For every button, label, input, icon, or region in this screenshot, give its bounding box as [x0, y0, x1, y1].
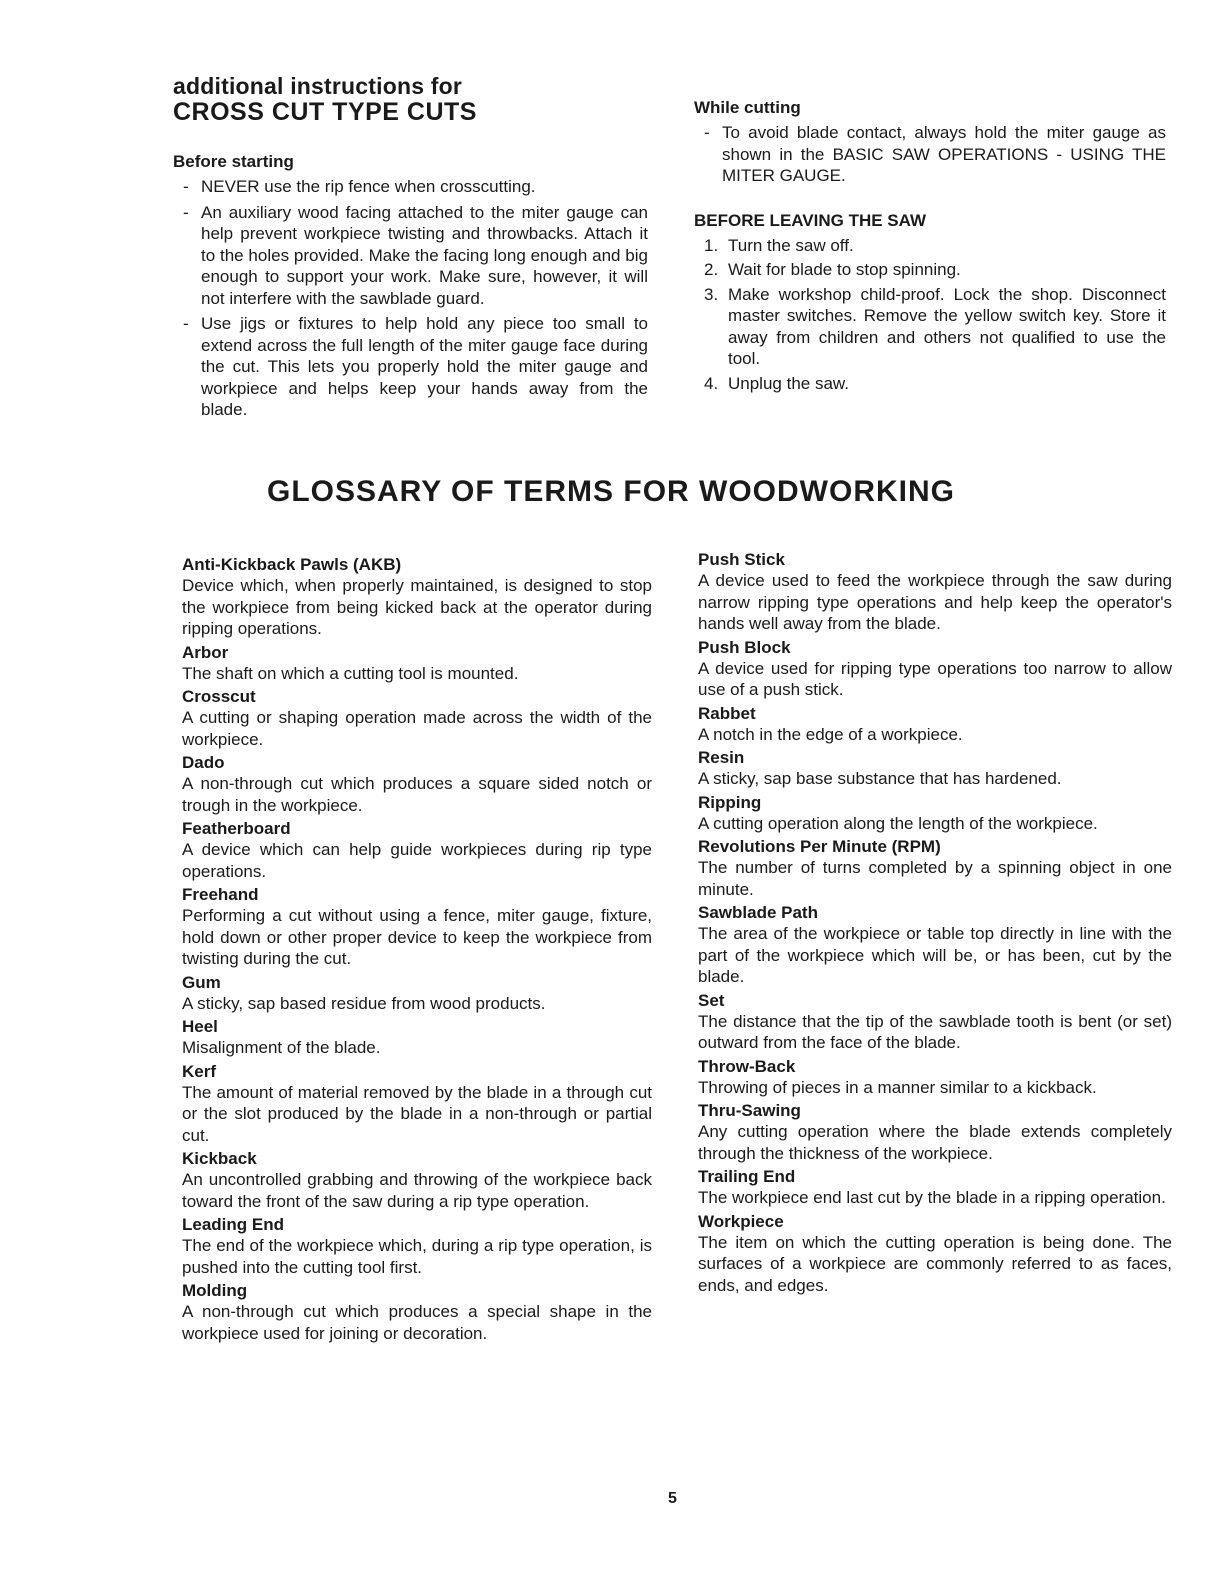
list-item: - An auxiliary wood facing attached to the miter gauge can help prevent workpiece twisting and throwbacks. Attach it to the holes provided. Make the facing long enough and big enough to support your work. Make sure, however, it will not interfere with the sawblade guard.: [173, 202, 648, 310]
list-item: - Use jigs or fixtures to help hold any piece too small to extend across the full length of the miter gauge face during the cut. This lets you properly hold the miter gauge and workpiece and helps keep your hands away from the blade.: [173, 313, 648, 421]
glossary-term: [182, 1017, 652, 1059]
before-starting-heading: Before starting: [173, 152, 294, 171]
term-name: Throw-Back: [698, 1056, 796, 1076]
list-item: 2. Wait for blade to stop spinning.: [704, 260, 961, 279]
before-starting-list: [173, 176, 648, 421]
term-name: Ripping: [698, 792, 762, 812]
glossary-term: [698, 793, 1172, 835]
term-definition: An uncontrolled grabbing and throwing of the workpiece back toward the front of the saw during a rip type operation.: [182, 1170, 652, 1211]
term-name: Gum: [182, 972, 221, 992]
term-name: Leading End: [182, 1215, 284, 1234]
list-item: 4. Unplug the saw.: [704, 373, 849, 393]
glossary-term: [698, 1167, 1172, 1209]
term-name: Workpiece: [698, 1211, 784, 1231]
before-leaving-steps: [694, 235, 1166, 395]
glossary-term: [698, 1101, 1172, 1164]
term-name: Molding: [182, 1281, 248, 1300]
term-name: Heel: [182, 1017, 218, 1036]
glossary-term: [698, 704, 1172, 746]
term-name: Resin: [698, 748, 745, 767]
glossary-term: [698, 1057, 1172, 1099]
term-definition: Performing a cut without using a fence, miter gauge, fixture, hold down or other proper device to keep the workpiece from twisting during the cut.: [182, 906, 652, 968]
term-name: Kerf: [182, 1061, 217, 1081]
glossary-term: [182, 1149, 652, 1212]
list-item: 1. Turn the saw off.: [704, 235, 854, 255]
term-definition: A non-through cut which produces a square sided notch or trough in the workpiece.: [182, 774, 652, 815]
glossary-term: [698, 1212, 1172, 1297]
term-definition: A sticky, sap based residue from wood products.: [182, 993, 546, 1013]
term-definition: The distance that the tip of the sawblade tooth is bent (or set) outward from the face of the blade.: [698, 1011, 1172, 1052]
term-definition: A notch in the edge of a workpiece.: [698, 724, 963, 744]
term-name: Kickback: [182, 1149, 257, 1168]
glossary-term: [182, 1215, 652, 1278]
term-definition: A device used to feed the workpiece through the saw during narrow ripping type operations and help keep the operator's hands well away from the blade.: [698, 571, 1172, 633]
term-definition: A device which can help guide workpieces during rip type operations.: [182, 840, 652, 881]
term-definition: A cutting operation along the length of the workpiece.: [698, 813, 1098, 833]
term-definition: Any cutting operation where the blade extends completely through the thickness of the workpiece.: [698, 1122, 1172, 1163]
section-subtitle: additional instructions for: [173, 73, 463, 99]
list-item: - NEVER use the rip fence when crosscutting.: [173, 176, 648, 198]
glossary-term: [698, 837, 1172, 900]
glossary-term: [182, 753, 652, 816]
term-definition: Misalignment of the blade.: [182, 1038, 381, 1057]
glossary-term: [182, 687, 652, 750]
term-definition: Throwing of pieces in a manner similar to a kickback.: [698, 1077, 1097, 1097]
list-item: 3. Make workshop child-proof. Lock the shop. Disconnect master switches. Remove the yellow switch key. Store it away from children and others not qualified to use the tool.: [704, 284, 1166, 368]
term-name: Push Block: [698, 637, 791, 657]
term-name: Anti-Kickback Pawls (AKB): [182, 555, 402, 574]
term-name: Rabbet: [698, 703, 756, 723]
glossary-term: [698, 748, 1172, 790]
before-leaving-heading: BEFORE LEAVING THE SAW: [694, 210, 927, 230]
glossary-title: GLOSSARY OF TERMS FOR WOODWORKING: [267, 475, 955, 508]
term-name: Crosscut: [182, 687, 256, 706]
term-name: Set: [698, 990, 725, 1010]
term-definition: A sticky, sap base substance that has hardened.: [698, 769, 1062, 788]
term-name: Thru-Sawing: [698, 1101, 801, 1120]
term-definition: A cutting or shaping operation made across the width of the workpiece.: [182, 708, 652, 749]
glossary-term: [698, 903, 1172, 988]
glossary-term: [182, 973, 652, 1015]
page-number: 5: [668, 1490, 677, 1507]
term-definition: The area of the workpiece or table top directly in line with the part of the workpiece which will be, or has been, cut by the blade.: [698, 924, 1172, 986]
glossary-term: [182, 555, 652, 640]
term-name: Dado: [182, 753, 225, 772]
term-name: Arbor: [182, 642, 229, 662]
term-definition: The number of turns completed by a spinning object in one minute.: [698, 858, 1172, 899]
term-name: Trailing End: [698, 1167, 796, 1186]
glossary-term: [182, 1062, 652, 1147]
term-name: Sawblade Path: [698, 903, 818, 922]
term-definition: Device which, when properly maintained, is designed to stop the workpiece from being kicked back at the operator during ripping operations.: [182, 576, 652, 638]
section-title: CROSS CUT TYPE CUTS: [173, 98, 477, 126]
cross-cut-section: [173, 74, 648, 425]
glossary-term: [698, 991, 1172, 1054]
glossary-term: [182, 643, 652, 685]
while-cutting-section: [694, 98, 1166, 397]
glossary-term: [182, 1281, 652, 1344]
term-definition: The amount of material removed by the blade in a through cut or the slot produced by the blade in a non-through or partial cut.: [182, 1082, 652, 1145]
term-name: Freehand: [182, 885, 259, 904]
while-cutting-heading: While cutting: [694, 98, 801, 117]
glossary-term: [182, 819, 652, 882]
term-definition: A non-through cut which produces a special shape in the workpiece used for joining or decoration.: [182, 1302, 652, 1343]
term-definition: A device used for ripping type operations too narrow to allow use of a push stick.: [698, 658, 1172, 699]
list-item: - To avoid blade contact, always hold the miter gauge as shown in the BASIC SAW OPERATIONS - USING THE MITER GAUGE.: [694, 122, 1166, 187]
term-name: Revolutions Per Minute (RPM): [698, 837, 941, 856]
term-name: Push Stick: [698, 550, 785, 569]
while-cutting-list: [694, 122, 1166, 187]
glossary-term: [182, 885, 652, 970]
term-definition: The shaft on which a cutting tool is mounted.: [182, 663, 519, 683]
glossary-left-column: [182, 555, 652, 1347]
term-definition: The workpiece end last cut by the blade in a ripping operation.: [698, 1188, 1166, 1207]
term-definition: The end of the workpiece which, during a rip type operation, is pushed into the cutting tool first.: [182, 1236, 652, 1277]
term-name: Featherboard: [182, 819, 291, 838]
glossary-term: [698, 638, 1172, 701]
glossary-term: [698, 550, 1172, 635]
term-definition: The item on which the cutting operation is being done. The surfaces of a workpiece are commonly referred to as faces, ends, and edges.: [698, 1232, 1172, 1295]
glossary-right-column: [698, 550, 1172, 1299]
